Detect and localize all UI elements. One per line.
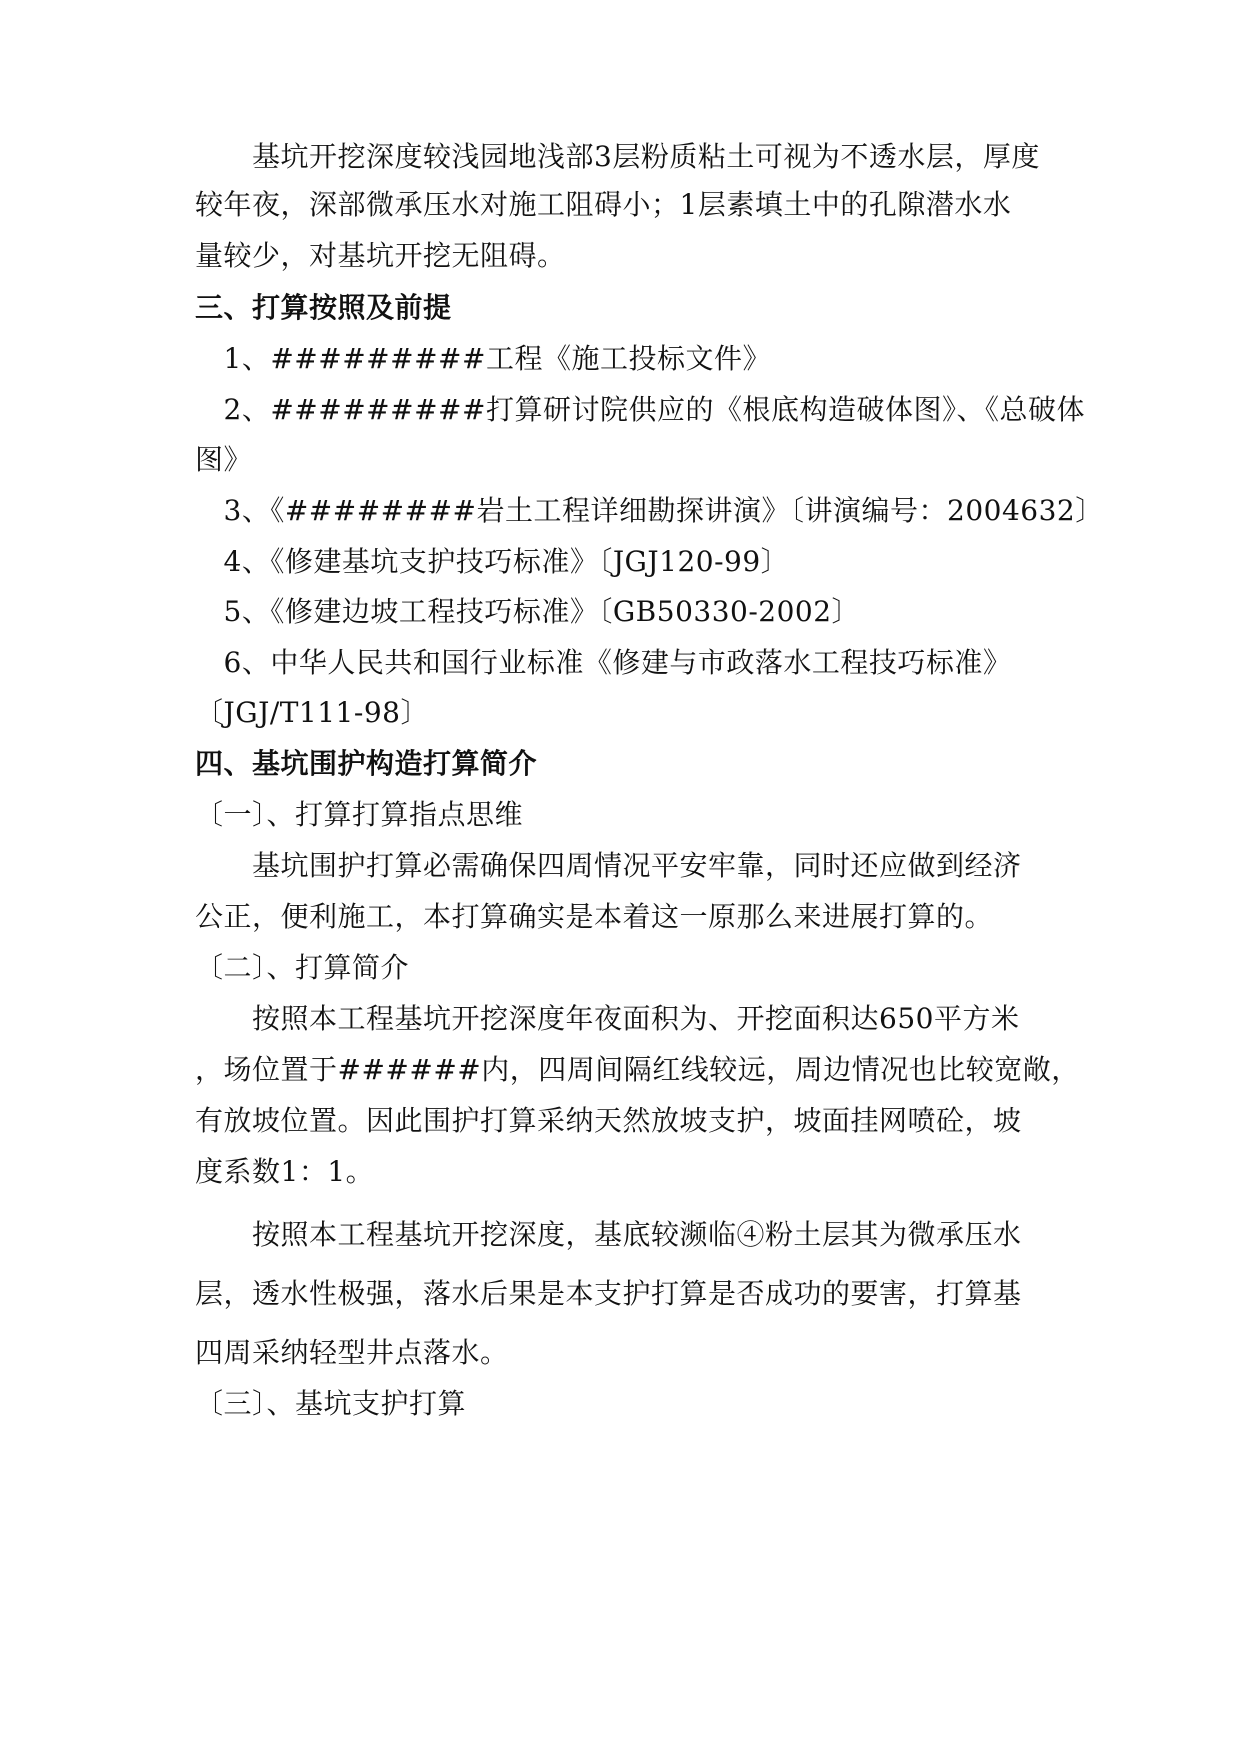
paragraph-line: 公正，便利施工，本打算确实是本着这一原那么来进展打算的。 bbox=[195, 900, 994, 933]
paragraph-line: 度系数1：1。 bbox=[195, 1155, 375, 1188]
paragraph-line: ，场位置于######内，四周间隔红线较远，周边情况也比较宽敞， bbox=[195, 1053, 1080, 1086]
paragraph-line: 有放坡位置。因此围护打算采纳天然放坡支护，坡面挂网喷砼，坡 bbox=[195, 1104, 1022, 1137]
subsection-heading: 〔二〕、打算简介 bbox=[195, 951, 410, 984]
list-item: 1、#########工程《施工投标文件》 bbox=[195, 342, 771, 375]
paragraph-line: 按照本工程基坑开挖深度年夜面积为、开挖面积达650平方米 bbox=[195, 1002, 1020, 1035]
list-item: 2、#########打算研讨院供应的《根底构造破体图》、《总破体 bbox=[195, 393, 1085, 426]
paragraph-line: 基坑开挖深度较浅园地浅部3层粉质粘土可视为不透水层，厚度 bbox=[195, 140, 1040, 173]
list-item: 3、《########岩土工程详细勘探讲演》〔讲演编号：2004632〕 bbox=[195, 494, 1104, 527]
section-heading: 四、基坑围护构造打算简介 bbox=[195, 747, 538, 780]
list-item: 图》 bbox=[195, 443, 253, 476]
list-item: 6、中华人民共和国行业标准《修建与市政落水工程技巧标准》 bbox=[195, 646, 1012, 679]
paragraph-line: 四周采纳轻型井点落水。 bbox=[195, 1336, 509, 1369]
section-heading: 三、打算按照及前提 bbox=[195, 291, 452, 324]
paragraph-line: 层，透水性极强，落水后果是本支护打算是否成功的要害，打算基 bbox=[195, 1277, 1022, 1310]
paragraph-line: 较年夜，深部微承压水对施工阻碍小；1层素填土中的孔隙潜水水 bbox=[195, 188, 1012, 221]
paragraph-line: 量较少，对基坑开挖无阻碍。 bbox=[195, 239, 566, 272]
list-item: 〔JGJ/T111-98〕 bbox=[195, 696, 429, 729]
list-item: 5、《修建边坡工程技巧标准》〔GB50330-2002〕 bbox=[195, 595, 861, 628]
subsection-heading: 〔三〕、基坑支护打算 bbox=[195, 1387, 467, 1420]
list-item: 4、《修建基坑支护技巧标准》〔JGJ120-99〕 bbox=[195, 545, 790, 578]
paragraph-line: 按照本工程基坑开挖深度，基底较濒临④粉土层其为微承压水 bbox=[195, 1218, 1022, 1251]
paragraph-line: 基坑围护打算必需确保四周情况平安牢靠，同时还应做到经济 bbox=[195, 849, 1022, 882]
subsection-heading: 〔一〕、打算打算指点思维 bbox=[195, 798, 524, 831]
